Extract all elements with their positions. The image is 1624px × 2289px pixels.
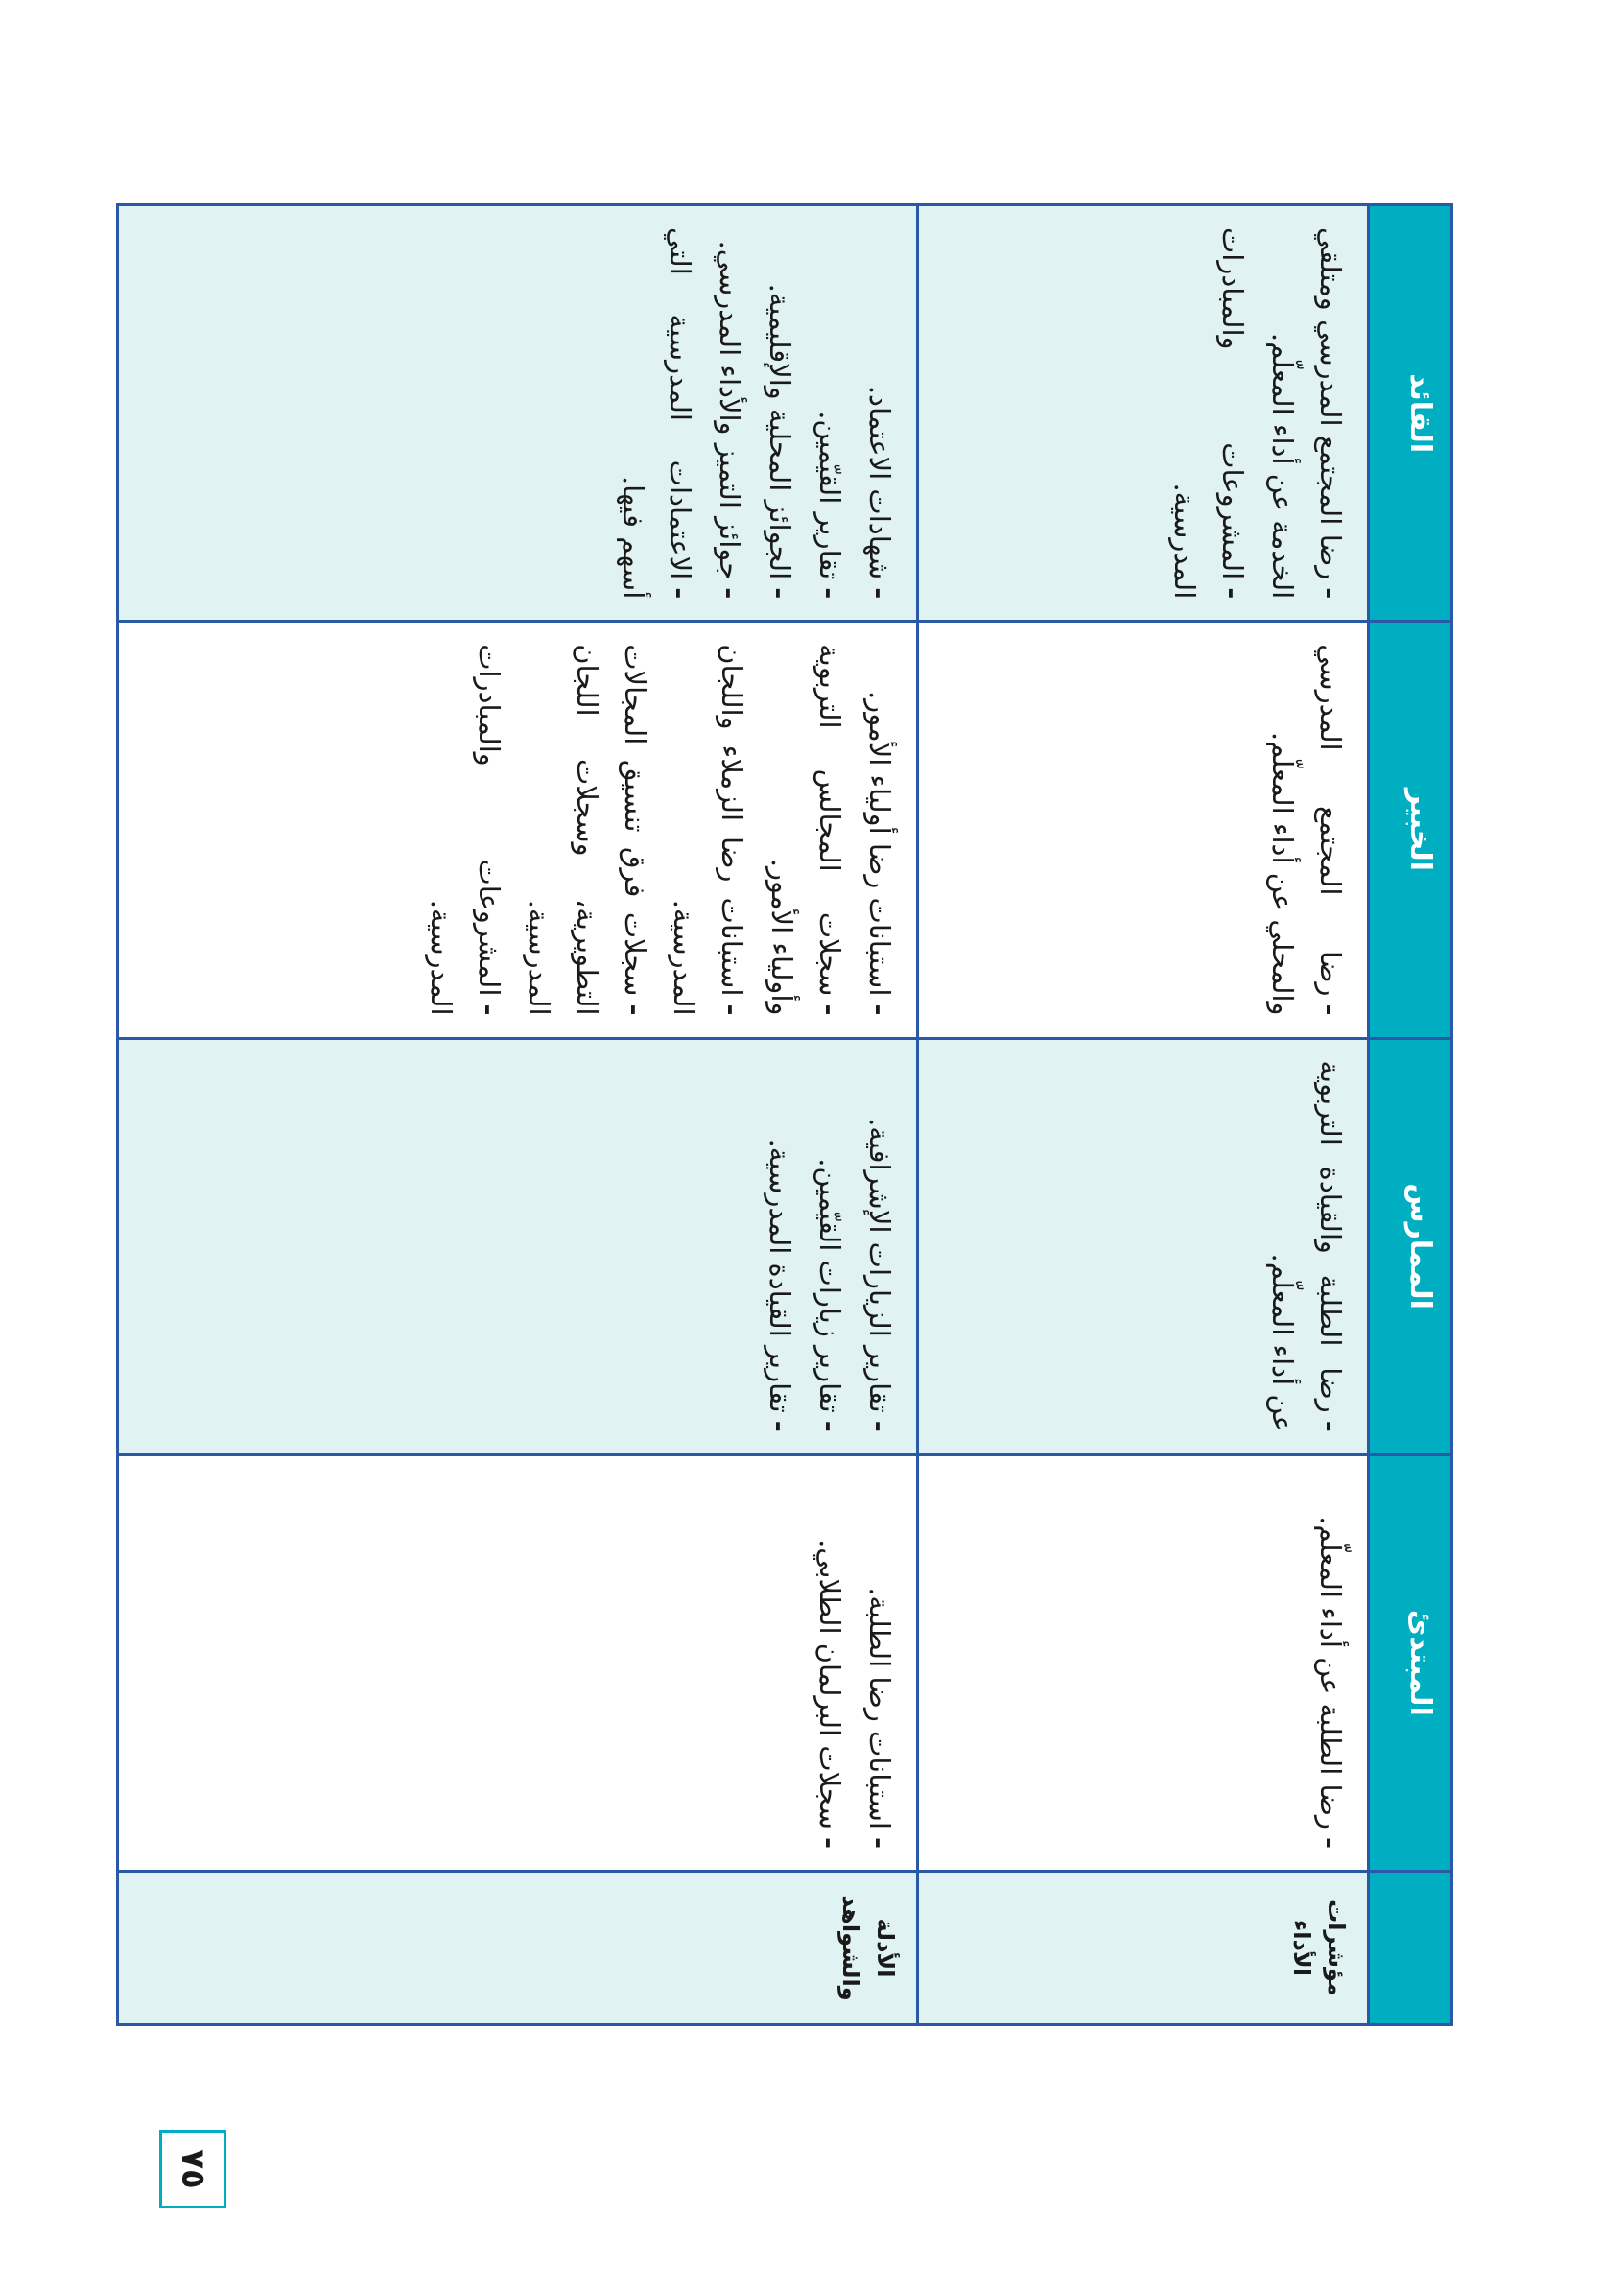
list-item: -سجلات البرلمان الطلابي. [813,1539,847,1849]
list-item: -تقارير زيارات القيّمين. [813,1158,847,1432]
list-item: -شهادات الاعتماد. [863,385,896,600]
list-item: -استبانات رضا أولياء الأمور. [863,690,896,1016]
list-item: -الاعتمادات المدرسية التي أسهم فيها. [616,227,697,600]
header-expert: الخبير [1369,622,1452,1038]
list-item: -رضا الطلبة عن أداء المعلّم. [1314,1516,1347,1849]
list-item: -تقارير القيادة المدرسية. [764,1138,797,1432]
header-beginner: المبتدئ [1369,1454,1452,1871]
indicators-expert-cell [918,622,1369,1038]
indicators-beginner-cell [918,1454,1369,1871]
list-item: -تقارير الزيارات الإشرافية. [863,1118,896,1432]
indicators-practitioner-cell [918,1038,1369,1454]
header-leader: القائد [1369,205,1452,622]
list-item: -رضا الطلبة والقيادة التربوية عن أداء المعلّم. [1266,1060,1347,1432]
header-corner [1369,1872,1452,2025]
list-item: -الجوائز المحلية والإقليمية. [764,283,797,600]
header-row [1369,205,1452,2025]
row-label-indicators: مؤشرات الأداء [918,1872,1369,2025]
list-item: -استبانات رضا الطلبة. [863,1587,896,1849]
evidence-expert-cell [118,622,918,1038]
row-label-evidence: الأدلة والشواهد [118,1872,918,2025]
list-item: -استبانات رضا الزملاء واللجان المدرسية. [668,644,749,1016]
evidence-practitioner-cell [118,1038,918,1454]
performance-rubric-table [116,203,1453,2026]
list-item: -المشروعات والمبادرات المدرسية. [425,644,506,1016]
rotated-rubric-table [149,203,1453,2026]
indicators-leader-cell [918,205,1369,622]
list-item: -تقارير القيّمين. [813,411,847,600]
list-item: -سجلات المجالس التربوية وأولياء الأمور. [765,644,847,1016]
list-item: -المشروعات والمبادرات المدرسية. [1168,227,1250,600]
list-item: -جوائز التميز والأداء المدرسي. [714,240,747,600]
page-number: ٧٥ [159,2130,226,2208]
evidence-row [118,205,918,2025]
list-item: -سجلات فرق تنسيق المجالات التطويرية، وسجلات اللجان المدرسية. [522,644,651,1016]
list-item: -رضا المجتمع المدرسي والمحلي عن أداء المعلّم. [1266,644,1347,1016]
list-item: -رضا المجتمع المدرسي ومتلقي الخدمة عن أداء المعلّم. [1266,227,1347,600]
header-practitioner: الممارس [1369,1038,1452,1454]
evidence-leader-cell [118,205,918,622]
indicators-row [918,205,1369,2025]
evidence-beginner-cell [118,1454,918,1871]
